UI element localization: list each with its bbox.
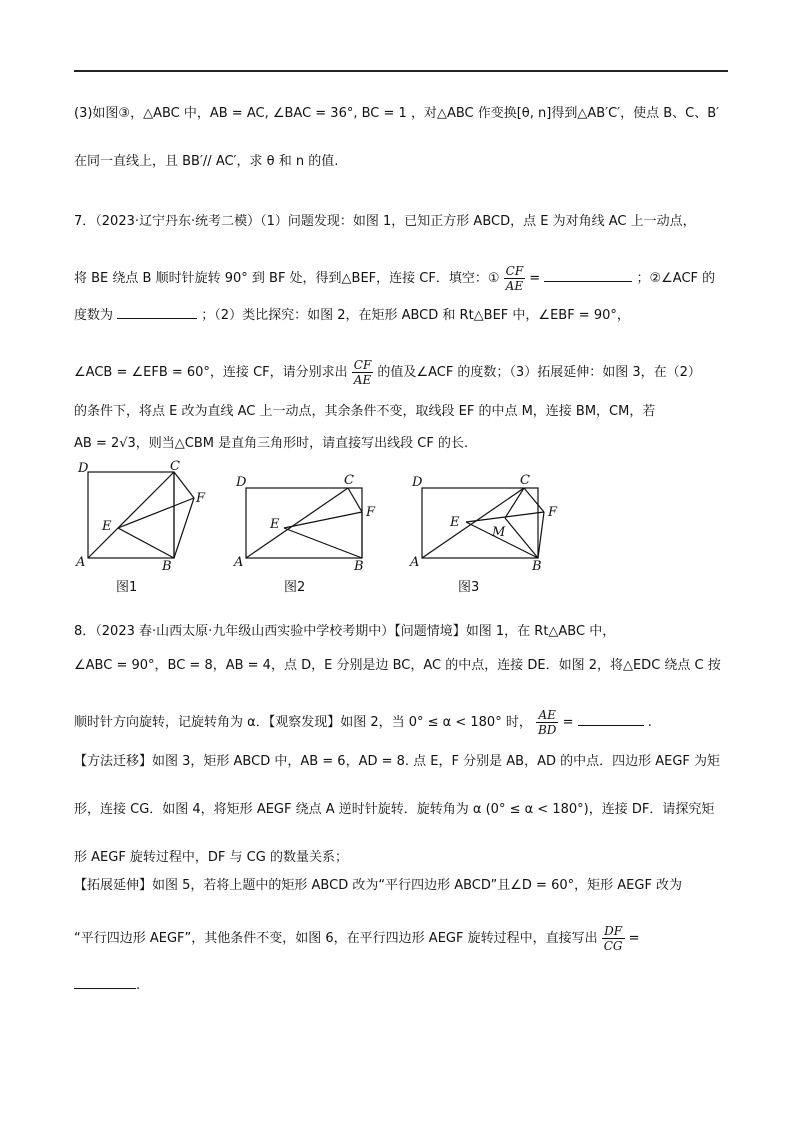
fig3-label-E: E [450,515,460,530]
q7-figures [74,458,594,608]
q8-frac2-denominator: CG [603,939,623,953]
q8-line9-period: . [136,978,141,993]
q6-part3-line1: (3)如图③，△ABC 中，AB = AC, ∠BAC = 36°, BC = 1 ，对△ABC 作变换[θ, n]得到△AB′C′，使点 B、C、B′ [74,106,720,121]
q8-answer-blank-2[interactable] [74,976,136,989]
figure-2-caption: 图2 [284,580,306,595]
q8-frac2-numerator: DF [602,924,625,939]
q8-frac-numerator: AE [536,708,558,723]
fig1-label-E: E [102,519,112,534]
figure-3 [408,458,568,574]
q8-line4: 【方法迁移】如图 3，矩形 ABCD 中，AB = 6，AD = 8. 点 E，F 分别是 AB，AD 的中点．四边形 AEGF 为矩 [74,754,721,769]
q8-fraction-ae-bd [536,708,558,737]
q7-line3-text-b: ；（2）类比探究：如图 2，在矩形 ABCD 和 Rt△BEF 中，∠EBF = 90°， [201,308,630,323]
fig2-label-C: C [344,473,354,488]
q8-line1: 8．（2023 春·山西太原·九年级山西实验中学校考期中）【问题情境】如图 1，在 Rt△ABC 中， [74,624,616,639]
q8-line2: ∠ABC = 90°，BC = 8，AB = 4，点 D，E 分别是边 BC，AC 的中点，连接 DE．如图 2，将△EDC 绕点 C 按 [74,658,721,673]
q8-line6: 形 AEGF 旋转过程中，DF 与 CG 的数量关系； [74,850,348,865]
q8-line8 [74,924,734,953]
fig1-label-D: D [78,461,89,476]
q8-line8-text-a: “平行四边形 AEGF”，其他条件不变，如图 6，在平行四边形 AEGF 旋转过程中，直接写出 [74,931,598,946]
fig1-label-B: B [162,559,172,574]
q8-line7: 【拓展延伸】如图 5，若将上题中的矩形 ABCD 改为“平行四边形 ABCD”且∠D = 60°，矩形 AEGF 改为 [74,878,683,893]
q7-line6: AB = 2√3，则当△CBM 是直角三角形时，请直接写出线段 CF 的长. [74,436,469,451]
fig1-label-A: A [76,555,86,570]
q7-line2-equals: = [529,271,541,286]
q8-line3-text-a: 顺时针方向旋转，记旋转角为 α．【观察发现】如图 2，当 0° ≤ α < 180° 时， [74,715,532,730]
q7-line5: 的条件下，将点 E 改为直线 AC 上一动点，其余条件不变，取线段 EF 的中点 M，连接 BM，CM，若 [74,404,656,419]
fig3-label-A: A [410,555,420,570]
q7-fraction-cf-ae-2 [352,358,374,387]
q7-frac-numerator: CF [505,264,524,278]
q8-line3-equals: = [562,715,574,730]
figure-2 [232,458,392,574]
q7-line4 [74,358,734,387]
q7-line4-text-a: ∠ACB = ∠EFB = 60°，连接 CF，请分别求出 [74,365,348,380]
q7-answer-blank-1[interactable] [544,269,632,282]
q8-line9 [74,976,734,996]
fig3-label-F: F [548,505,558,520]
figure-1-caption: 图1 [116,580,138,595]
q7-line3-text-a: 度数为 [74,308,114,323]
q7-line3 [74,306,734,326]
fig2-label-A: A [234,555,244,570]
fig2-label-E: E [270,517,280,532]
q7-fraction-cf-ae [504,264,526,293]
fig1-label-C: C [170,459,180,474]
fig2-label-D: D [236,475,247,490]
q8-answer-blank-1[interactable] [578,713,644,726]
q7-frac-denominator: AE [505,279,524,293]
q7-line2-text-a: 将 BE 绕点 B 顺时针旋转 90° 到 BF 处，得到△BEF，连接 CF．填空：① [74,271,500,286]
q7-frac2-numerator: CF [353,358,372,372]
q8-fraction-df-cg [602,924,625,953]
q8-line8-equals: = [628,931,640,946]
fig2-label-B: B [354,559,364,574]
q7-line1: 7．（2023·辽宁丹东·统考二模）（1）问题发现：如图 1，已知正方形 ABCD，点 E 为对角线 AC 上一动点， [74,214,696,229]
fig3-label-M: M [492,525,506,540]
q7-answer-blank-2[interactable] [117,306,197,319]
fig3-label-B: B [532,559,542,574]
q8-frac-denominator: BD [537,723,557,737]
q8-line3-period: . [647,715,652,730]
q7-line2 [74,264,734,293]
figure-3-caption: 图3 [458,580,480,595]
q8-line5: 形，连接 CG．如图 4，将矩形 AEGF 绕点 A 逆时针旋转．旋转角为 α (0° ≤ α < 180°)，连接 DF．请探究矩 [74,802,715,817]
figure-1 [74,458,214,574]
fig2-label-F: F [366,505,376,520]
fig3-label-C: C [520,473,530,488]
q6-part3-line2: 在同一直线上，且 BB′// AC′，求 θ 和 n 的值. [74,154,339,169]
q7-line2-text-c: ；②∠ACF 的 [636,271,716,286]
q7-frac2-denominator: AE [353,373,372,387]
q7-line4-text-b: 的值及∠ACF 的度数；（3）拓展延伸：如图 3，在（2） [377,365,701,380]
top-rule [74,70,728,72]
fig3-label-D: D [412,475,423,490]
q8-line3 [74,708,734,737]
fig1-label-F: F [196,491,206,506]
